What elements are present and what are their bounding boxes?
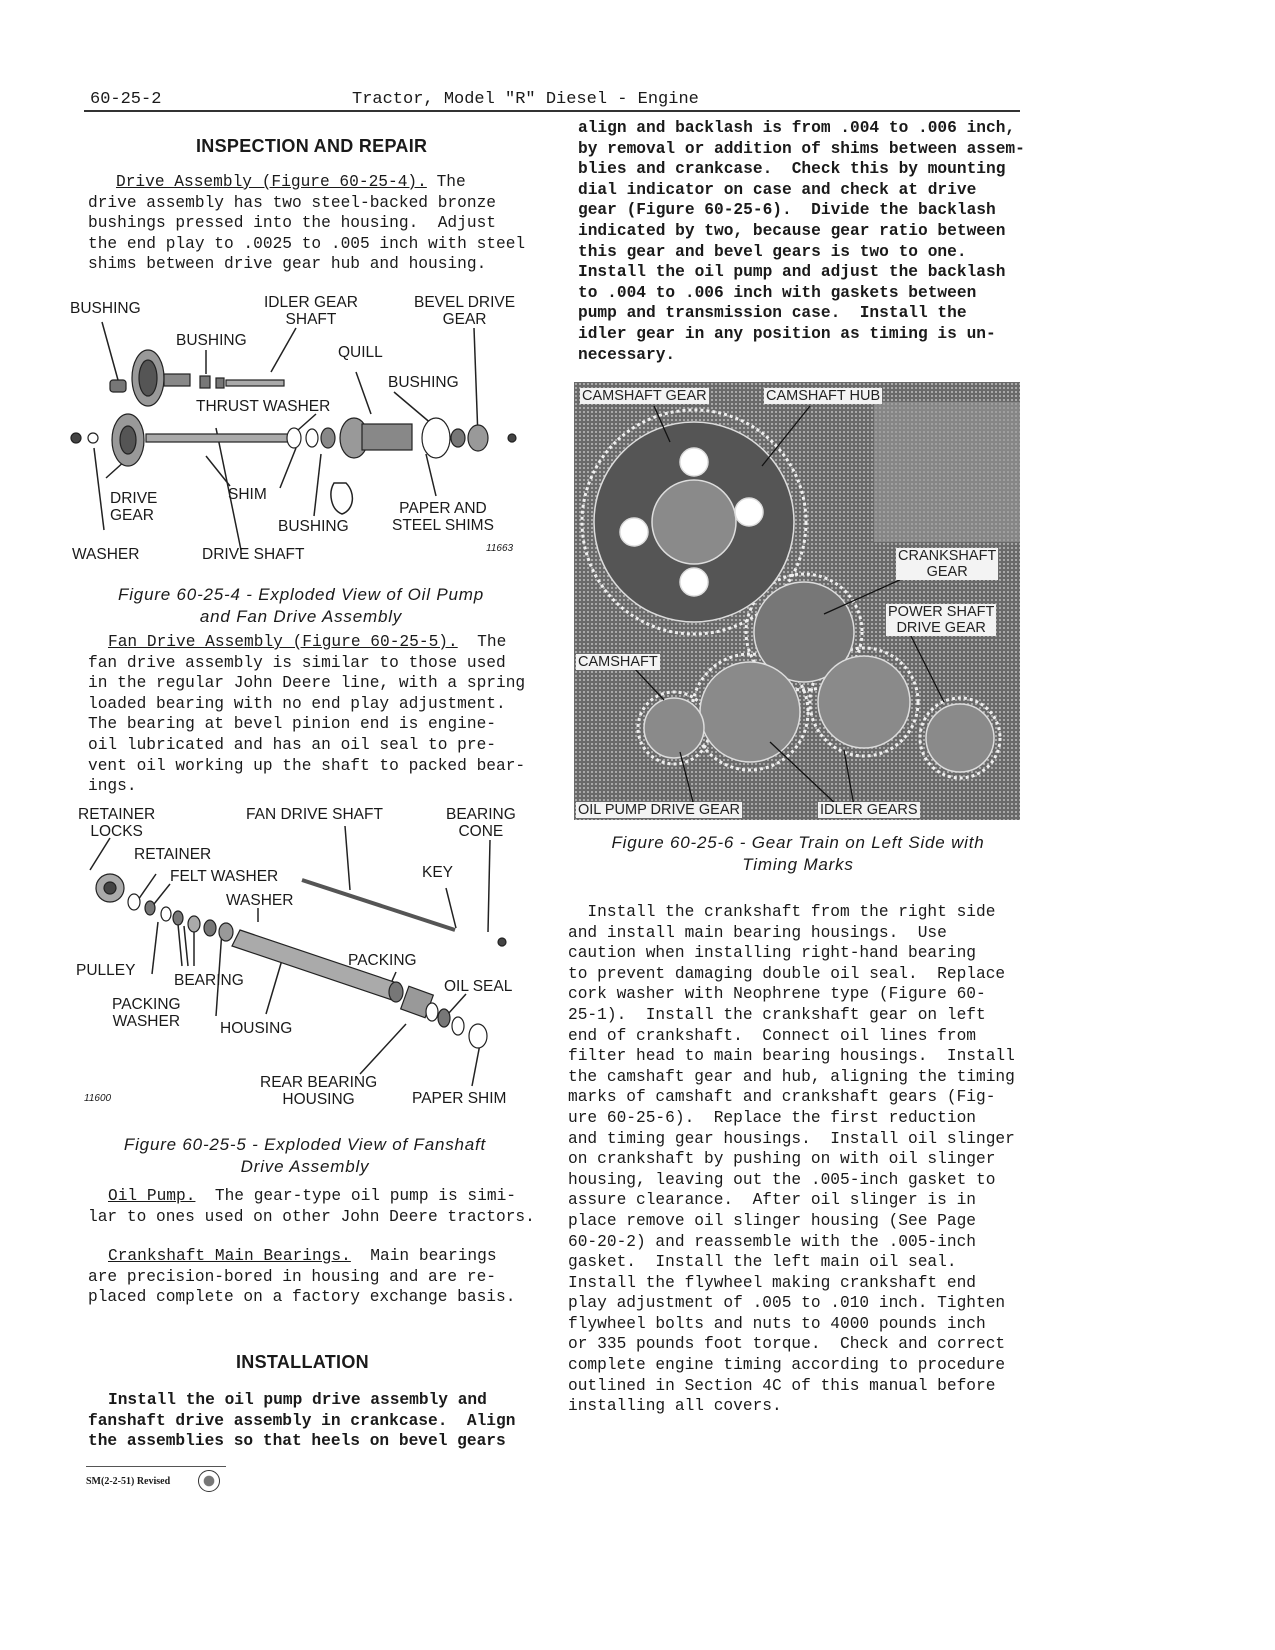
label-power-shaft-drive-gear: POWER SHAFT DRIVE GEAR — [888, 604, 995, 636]
label-idler-gear-shaft: IDLER GEAR SHAFT — [264, 294, 358, 328]
label-bushing-left: BUSHING — [70, 300, 141, 317]
label-oil-pump-drive-gear: OIL PUMP DRIVE GEAR — [578, 802, 740, 818]
label-drive-shaft: DRIVE SHAFT — [202, 546, 305, 563]
label-washer: WASHER — [226, 892, 294, 909]
label-drive-gear: DRIVE GEAR — [110, 490, 158, 524]
caption-figure-60-25-4: Figure 60-25-4 - Exploded View of Oil Pump and Fan Drive Assembly — [118, 585, 484, 626]
label-crankshaft-gear: CRANKSHAFT GEAR — [898, 548, 997, 580]
label-oil-seal: OIL SEAL — [444, 978, 513, 995]
label-packing-washer: PACKING WASHER — [112, 996, 181, 1030]
page-number: 60-25-2 — [90, 90, 162, 109]
label-pulley: PULLEY — [76, 962, 136, 979]
label-bushing-right: BUSHING — [388, 374, 459, 391]
deere-logo-icon — [198, 1470, 220, 1492]
label-thrust-washer: THRUST WASHER — [196, 398, 331, 415]
caption-figure-60-25-6: Figure 60-25-6 - Gear Train on Left Side with Timing Marks — [611, 833, 985, 874]
section-heading-installation: INSTALLATION — [236, 1352, 369, 1372]
figure-60-25-5 — [70, 804, 540, 1122]
oil-pump-lead: Oil Pump. — [108, 1187, 196, 1205]
caption-figure-60-25-5: Figure 60-25-5 - Exploded View of Fanshaft Drive Assembly — [123, 1135, 487, 1176]
label-paper-steel-shims: PAPER AND STEEL SHIMS — [392, 500, 494, 534]
figure-60-25-6 — [574, 382, 1020, 820]
label-bearing-cone: BEARING CONE — [446, 806, 516, 840]
label-retainer: RETAINER — [134, 846, 212, 863]
section-heading-inspection: INSPECTION AND REPAIR — [196, 136, 428, 156]
paragraph-fan-drive: Fan Drive Assembly (Figure 60-25-5). The fan drive assembly is similar to those used in the regular John Deere line, with a spring loaded bearing with no end play adjustment. The bearing at bevel pinion end is engine- oil lubricated and has an oil seal to pre- vent oil working up the shaft to packed bear- ings. — [88, 633, 526, 796]
paragraph-oil-pump: Oil Pump. The gear-type oil pump is simi- lar to ones used on other John Deere tractors. — [88, 1187, 535, 1226]
label-rear-bearing-housing: REAR BEARING HOUSING — [260, 1074, 378, 1108]
paragraph-drive-assembly: Drive Assembly (Figure 60-25-4). The drive assembly has two steel-backed bronze bushings pressed into the housing. Adjust the end play to .0025 to .005 inch with steel shims between drive gear hub and housing. — [88, 173, 526, 274]
gear-train-photo — [574, 382, 1020, 820]
paragraph-right-bottom: Install the crankshaft from the right side and install main bearing housings. Use caution when installing right-hand bearing to prevent damaging double oil seal. Replace cork washer with Neophrene type (Figure 60- 25-1). Install the crankshaft gear on left end of crankshaft. Connect oil lines from filter head to main bearing housings. Install the camshaft gear and hub, aligning the timing marks of camshaft and crankshaft gears (Fig- ure 60-25-6). Replace the first reduction and timing gear housings. Install oil slinger on crankshaft by pushing on with oil slinger housing, leaving out the .005-inch gasket to assure clearance. After oil slinger is in place remove oil slinger housing (See Page 60-20-2) and reassemble with the .005-inch gasket. Install the left main oil seal. Install the flywheel making crankshaft end play adjustment of .005 to .010 inch. Tighten flywheel bolts and nuts to 4000 pounds inch or 335 pounds foot torque. Check and correct complete engine timing according to procedure outlined in Section 4C of this manual before installing all covers. — [568, 903, 1015, 1416]
label-paper-shim: PAPER SHIM — [412, 1090, 507, 1107]
footer-rule — [86, 1466, 226, 1467]
label-housing: HOUSING — [220, 1020, 293, 1037]
figure-60-25-4 — [66, 288, 536, 578]
label-bevel-drive-gear: BEVEL DRIVE GEAR — [414, 294, 516, 328]
paragraph-right-top: align and backlash is from .004 to .006 inch, by removal or addition of shims between assem- blies and crankcase. Check this by mounting dial indicator on case and check at drive gear (Figure 60-25-6). Divide the backlash indicated by two, because gear ratio between this gear and bevel gears is two to one. Install the oil pump and adjust the backlash to .004 to .006 inch with gaskets between pump and transmission case. Install the idler gear in any position as timing is un- necessary. — [578, 119, 1025, 364]
label-fan-drive-shaft: FAN DRIVE SHAFT — [246, 806, 383, 823]
label-camshaft-hub: CAMSHAFT HUB — [766, 388, 881, 404]
paragraph-installation: Install the oil pump drive assembly and fanshaft drive assembly in crankcase. Align the assemblies so that heels on bevel gears — [88, 1391, 516, 1451]
footer-code: SM(2-2-51) Revised — [86, 1476, 171, 1487]
running-title: Tractor, Model "R" Diesel - Engine — [352, 90, 699, 109]
label-camshaft: CAMSHAFT — [578, 654, 658, 670]
crankshaft-bearings-lead: Crankshaft Main Bearings. — [108, 1247, 351, 1265]
label-packing: PACKING — [348, 952, 417, 969]
label-felt-washer: FELT WASHER — [170, 868, 279, 885]
fan-drive-lead: Fan Drive Assembly (Figure 60-25-5). — [108, 633, 458, 651]
figure-number-11600: 11600 — [84, 1093, 112, 1104]
label-key: KEY — [422, 864, 454, 881]
label-bushing-bottom: BUSHING — [278, 518, 349, 535]
drive-assembly-lead: Drive Assembly (Figure 60-25-4). — [116, 173, 427, 191]
figure-number-11663: 11663 — [486, 543, 514, 554]
label-bearing: BEARING — [174, 972, 244, 989]
label-bushing-mid: BUSHING — [176, 332, 247, 349]
header-rule — [84, 110, 1020, 112]
label-retainer-locks: RETAINER LOCKS — [78, 806, 156, 840]
label-shim: SHIM — [228, 486, 267, 503]
label-quill: QUILL — [338, 344, 383, 361]
label-camshaft-gear: CAMSHAFT GEAR — [582, 388, 707, 404]
label-idler-gears: IDLER GEARS — [820, 802, 918, 818]
paragraph-crankshaft-bearings: Crankshaft Main Bearings. Main bearings are precision-bored in housing and are re- placed complete on a factory exchange basis. — [88, 1247, 516, 1307]
label-washer: WASHER — [72, 546, 140, 563]
